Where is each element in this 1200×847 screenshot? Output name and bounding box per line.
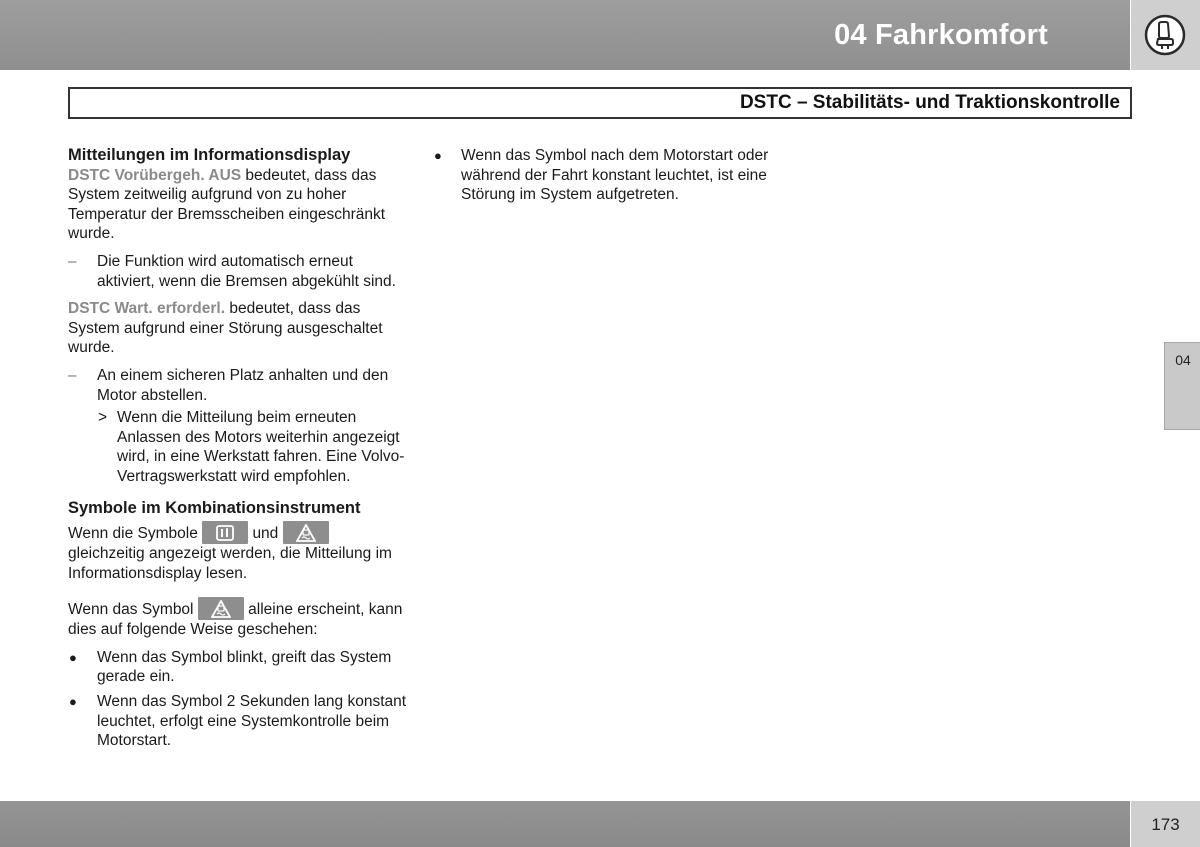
message-service-required [68,299,408,358]
result-item [68,408,408,486]
section-header [68,87,1132,119]
section-title: DSTC – Stabilitäts- und Traktionskontrolle [739,92,1120,113]
header-band [0,0,1130,70]
result-text: Wenn die Mitteilung beim erneuten Anlassen des Motors weiterhin angezeigt wird, in eine Werkstatt fahren. Eine Volvo-Vertragswerkstatt wird empfohlen. [117,409,405,485]
action-item [68,366,408,405]
paragraph-text: Wenn das Symbol [68,601,194,619]
right-column [432,146,782,210]
symbols-paragraph [68,521,408,583]
heading-information-display: Mitteilungen im Informationsdisplay [68,146,351,164]
info-warning-icon [202,521,248,544]
message-highlight: DSTC Vorübergeh. AUS [68,166,242,184]
bullet-mark: ● [434,148,442,163]
page-number: 173 [1151,815,1180,834]
paragraph-text: alleine erscheint, kann dies auf folgende Weise geschehen: [68,601,403,639]
list-item [68,692,408,751]
symbol-alone-paragraph [68,597,408,640]
list-item [432,146,782,205]
chapter-title: 04 Fahrkomfort [834,19,1048,51]
side-tab-label: 04 [1175,352,1191,368]
bullet-mark: ● [69,649,77,665]
seat-icon [1144,14,1186,56]
left-column [68,146,408,756]
dash-mark: – [68,366,77,384]
skid-car-icon [283,521,329,544]
action-text: Die Funktion wird automatisch erneut aktiviert, wenn die Bremsen abgekühlt sind. [97,252,396,290]
paragraph-text: gleichzeitig angezeigt werden, die Mitteilung im Informationsdisplay lesen. [68,545,392,582]
message-temporary-off [68,166,408,244]
list-item [68,648,408,687]
list-item-text: Wenn das Symbol blinkt, greift das System gerade ein. [97,648,392,686]
paragraph-text: und [252,525,279,543]
heading-instrument-symbols: Symbole im Kombinationsinstrument [68,498,361,517]
dash-mark: – [68,252,77,270]
action-item [68,252,408,291]
bullet-mark: ● [69,694,77,710]
list-item-text: Wenn das Symbol nach dem Motorstart oder während der Fahrt konstant leuchtet, ist eine Störung im System aufgetreten. [461,147,769,204]
chapter-icon-box [1131,0,1200,70]
footer-band [0,801,1130,847]
arrow-mark: > [98,409,108,427]
skid-car-icon [198,597,244,620]
page-number-box [1131,801,1200,847]
message-highlight: DSTC Wart. erforderl. [68,300,226,318]
paragraph-text: Wenn die Symbole [68,525,198,543]
action-text: An einem sicheren Platz anhalten und den Motor abstellen. [97,366,389,404]
chapter-side-tab [1164,342,1200,430]
message-text: bedeutet, dass das System zeitweilig aufgrund von zu hoher Temperatur der Bremsscheiben eingeschränkt wurde. [68,166,386,243]
list-item-text: Wenn das Symbol 2 Sekunden lang konstant leuchtet, erfolgt eine Systemkontrolle beim Motorstart. [97,693,407,750]
message-text: bedeutet, dass das System aufgrund einer Störung ausgeschaltet wurde. [68,300,383,357]
